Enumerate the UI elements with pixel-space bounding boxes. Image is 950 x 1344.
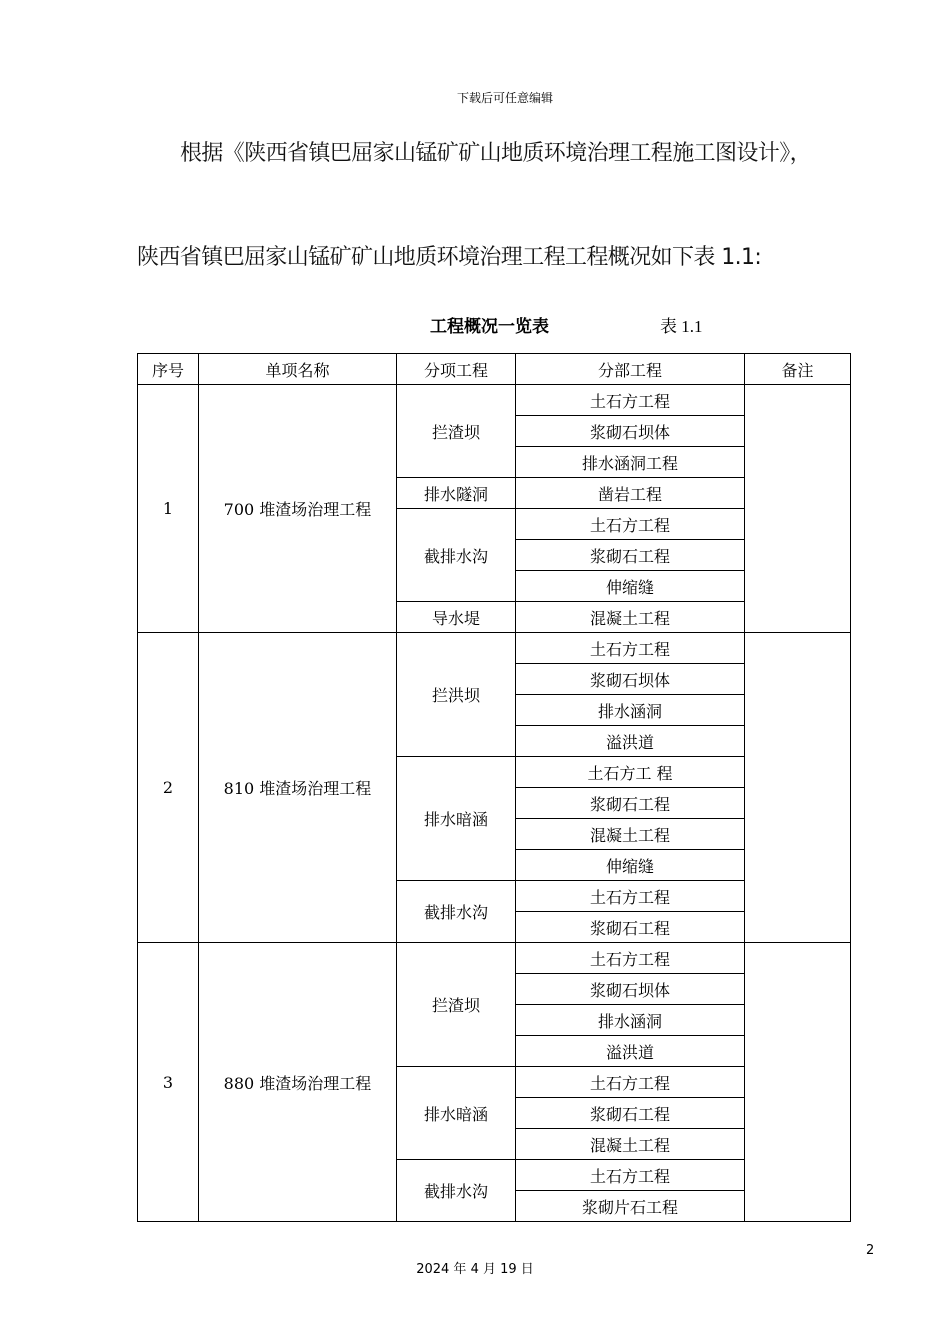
division-cell: 土石方工 程 (516, 757, 745, 788)
serial-number-cell: 2 (138, 633, 199, 943)
header-note: 下载后可任意编辑 (456, 91, 553, 105)
table-row (138, 385, 851, 416)
serial-number-cell: 1 (138, 385, 199, 633)
item-name-cell: 880 堆渣场治理工程 (199, 943, 397, 1222)
sub-project-cell: 截排水沟 (397, 509, 516, 602)
sub-project-cell: 排水隧洞 (397, 478, 516, 509)
division-cell: 排水涵洞 (516, 695, 745, 726)
header-cell: 备注 (745, 354, 851, 385)
division-cell: 混凝土工程 (516, 819, 745, 850)
table-row (138, 943, 851, 974)
table-body (138, 385, 851, 1222)
sub-project-cell: 排水暗涵 (397, 1067, 516, 1160)
intro-line-2: 陕西省镇巴屈家山锰矿矿山地质环境治理工程工程概况如下表 1.1: (137, 245, 762, 270)
division-cell: 土石方工程 (516, 1160, 745, 1191)
sub-project-cell: 排水暗涵 (397, 757, 516, 881)
division-cell: 混凝土工程 (516, 1129, 745, 1160)
division-cell: 浆砌片石工程 (516, 1191, 745, 1222)
item-name-cell: 810 堆渣场治理工程 (199, 633, 397, 943)
division-cell: 溢洪道 (516, 1036, 745, 1067)
intro-line-1: 根据《陕西省镇巴屈家山锰矿矿山地质环境治理工程施工图设计》， (180, 141, 812, 166)
header-cell: 分项工程 (397, 354, 516, 385)
division-cell: 溢洪道 (516, 726, 745, 757)
sub-project-cell: 截排水沟 (397, 1160, 516, 1222)
division-cell: 土石方工程 (516, 633, 745, 664)
table-number: 表 1.1 (660, 317, 703, 336)
table-row (138, 633, 851, 664)
page-number: 2 (866, 1243, 875, 1258)
division-cell: 伸缩缝 (516, 571, 745, 602)
sub-project-cell: 截排水沟 (397, 881, 516, 943)
division-cell: 伸缩缝 (516, 850, 745, 881)
table-title: 工程概况一览表 (430, 317, 549, 337)
division-cell: 土石方工程 (516, 1067, 745, 1098)
sub-project-cell: 拦洪坝 (397, 633, 516, 757)
division-cell: 浆砌石工程 (516, 788, 745, 819)
division-cell: 浆砌石坝体 (516, 416, 745, 447)
division-cell: 土石方工程 (516, 943, 745, 974)
table-header-row (138, 354, 851, 385)
remarks-cell (745, 943, 851, 1222)
overview-table (137, 353, 851, 1222)
item-name-cell: 700 堆渣场治理工程 (199, 385, 397, 633)
division-cell: 土石方工程 (516, 385, 745, 416)
footer-date: 2024 年 4 月 19 日 (416, 1262, 534, 1277)
remarks-cell (745, 633, 851, 943)
header-cell: 单项名称 (199, 354, 397, 385)
division-cell: 排水涵洞工程 (516, 447, 745, 478)
remarks-cell (745, 385, 851, 633)
division-cell: 凿岩工程 (516, 478, 745, 509)
sub-project-cell: 导水堤 (397, 602, 516, 633)
division-cell: 土石方工程 (516, 509, 745, 540)
header-cell: 分部工程 (516, 354, 745, 385)
division-cell: 浆砌石工程 (516, 1098, 745, 1129)
sub-project-cell: 拦渣坝 (397, 385, 516, 478)
division-cell: 浆砌石坝体 (516, 664, 745, 695)
sub-project-cell: 拦渣坝 (397, 943, 516, 1067)
division-cell: 土石方工程 (516, 881, 745, 912)
serial-number-cell: 3 (138, 943, 199, 1222)
division-cell: 浆砌石工程 (516, 912, 745, 943)
header-cell: 序号 (138, 354, 199, 385)
division-cell: 浆砌石坝体 (516, 974, 745, 1005)
division-cell: 浆砌石工程 (516, 540, 745, 571)
division-cell: 混凝土工程 (516, 602, 745, 633)
division-cell: 排水涵洞 (516, 1005, 745, 1036)
